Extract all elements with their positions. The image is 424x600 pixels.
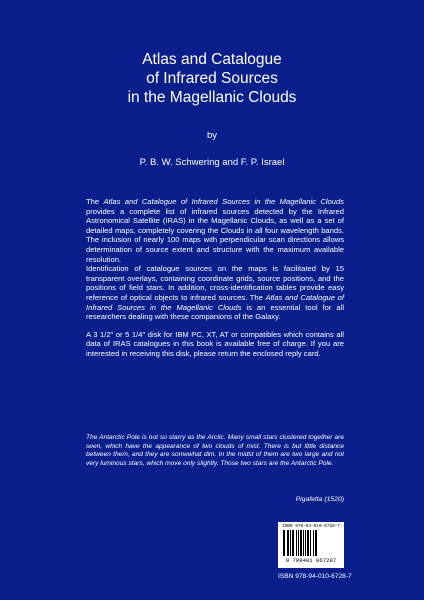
barcode-bar [283,530,285,556]
description-text: provides a complete list of infrared sources detected by the Infrared Astronomical Satellite (IRAS) in the Magellanic Clouds, as well as a set of detailed maps, completely covering the Clouds in all four wavelength bands. The inclusion of nearly 100 maps with perpendicular scan directions allows determination of source extent and structure with the maximum available resolution. [86,206,344,264]
isbn-text: ISBN 978-94-010-6728-7 [278,573,352,580]
barcode-bar [313,530,314,556]
description-paragraph-3: A 3 1/2" or 5 1/4" disk for IBM PC, XT, AT or compatibles which contains all data of IRAS catalogues in this book is available free of charge. If you are interested in receiving this disk, please return the enclosed reply card. [86,329,344,358]
description-italic-title: Atlas and Catalogue of Infrared Sources in the Magellanic Clouds [86,292,345,312]
description-italic-title: Atlas and Catalogue of Infrared Sources in the Magellanic Clouds [103,197,344,206]
barcode-digits: 9 789401 067287 [285,557,337,564]
barcode-isbn-top: ISBN 978-94-010-6728-7 [282,524,340,529]
barcode-bar [310,530,311,556]
barcode-bar [298,530,299,556]
quote-attribution: Pigafetta (1520) [295,496,344,503]
description-paragraph-2 [86,264,344,322]
description-text: is an essential tool for all researchers dealing with these companions of the Galaxy. [86,302,345,322]
barcode-bar [290,530,291,556]
barcode-bar [303,530,304,556]
by-label: by [206,130,218,141]
barcode-bar [292,530,294,556]
description-text: Identification of catalogue sources on the maps is facilitated by 15 transparent overlays, containing coordinate grids, source positions, and the positions of field stars. In addition, cross-identification tables provide easy reference of optical objects to infrared sources. The [86,264,344,302]
barcode-bar [300,530,302,556]
barcode-bars [282,530,340,556]
title-line-1: Atlas and Catalogue [142,51,282,68]
barcode-bar [287,530,289,556]
description [86,197,344,359]
barcode-bar [296,530,297,556]
barcode-bar [307,530,309,556]
title-line-3: in the Magellanic Clouds [127,89,297,106]
barcode-bar [305,530,306,556]
barcode-bar [315,530,317,556]
description-paragraph-1 [86,197,344,264]
description-text: The [86,197,104,206]
epigraph-quote: The Antarctic Pole is not so starry as the Arctic. Many small stars clustered together are seen, which have the appearance of two clouds of mist. There is but little distance between them, and they are somewhat dim. In the midst of them are two large and not very luminous stars, which move only slightly. Those two stars are the Antarctic Pole. [86,434,344,467]
book-title [0,50,424,107]
title-line-2: of Infrared Sources [146,70,278,87]
authors: P. B. W. Schwering and F. P. Israel [139,157,285,168]
barcode [278,522,344,568]
